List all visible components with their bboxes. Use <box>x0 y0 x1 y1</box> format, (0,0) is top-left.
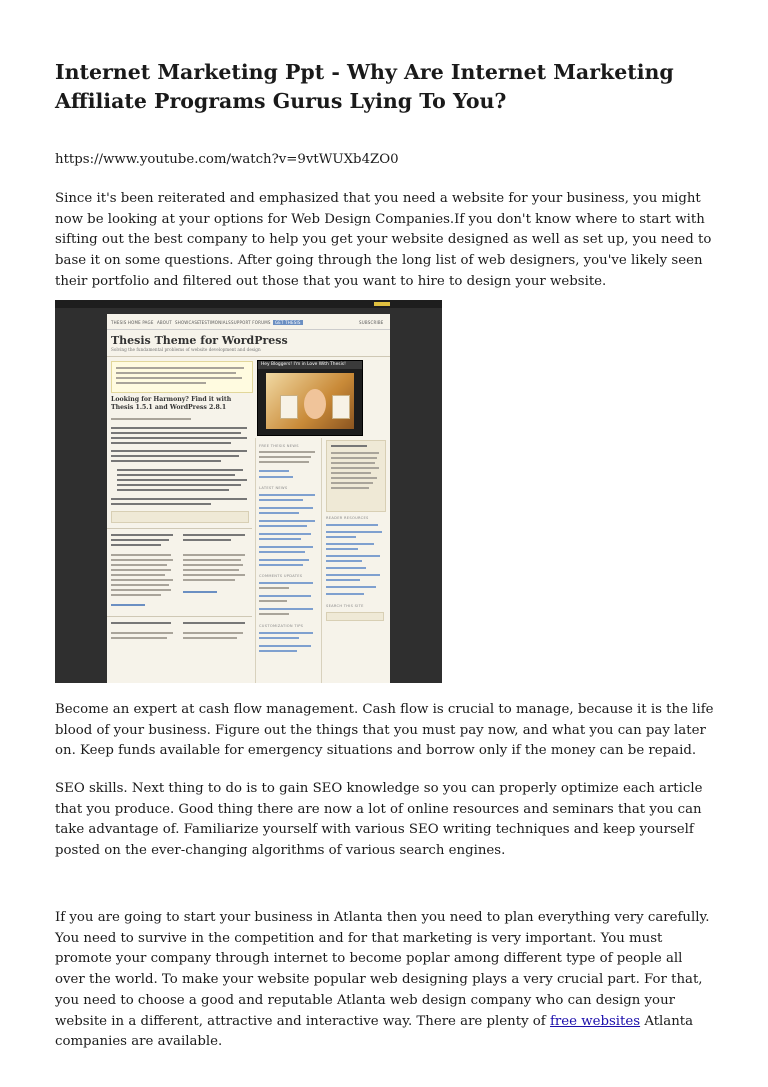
website-screenshot <box>55 300 442 683</box>
nav-item-get-thesis: GET THESIS <box>275 320 301 325</box>
screenshot-browser-bar <box>55 300 442 308</box>
users-guide-box <box>326 440 386 512</box>
nav-item-showcase: SHOWCASE <box>175 320 200 325</box>
nav-item-support: SUPPORT FORUMS <box>231 320 271 325</box>
video-player <box>257 360 363 436</box>
document-title: Internet Marketing Ppt - Why Are Internet Marketing Affiliate Programs Gurus Lying To You? <box>55 60 674 113</box>
intro-callout <box>111 361 253 393</box>
sidebar-heading-resources: READER RESOURCES <box>326 516 369 520</box>
video-thumbnail <box>266 373 354 429</box>
sidebar-heading-comments: COMMENTS UPDATES <box>259 574 303 578</box>
nav-item-home: THESIS HOME PAGE <box>111 320 154 325</box>
video-title: Hey Bloggers! I'm in Love With Thesis! <box>261 362 346 367</box>
free-websites-link[interactable]: free websites <box>549 1013 641 1029</box>
site-tagline: Solving the fundamental problems of website development and design <box>111 347 261 352</box>
paragraph-cash-flow: Become an expert at cash flow management. Cash flow is crucial to manage, because it is the life blood of your business. Figure out the things that you must pay now, and what you can pay later on. Keep funds available for emergency situations and borrow only if the money can be repaid. <box>55 702 714 759</box>
paragraph-atlanta-text: If you are going to start your business in Atlanta then you need to plan everything very carefully. You need to survive in the competition and for that marketing is very important. You must promote your company through internet to become poplar among different type of people all over the world. To make your website popular web designing plays a very crucial part. For that, you need to choose a good and reputable Atlanta web design company who can design your website in a different, attractive and interactive way. There are plenty of <box>55 910 710 1029</box>
sidebar-heading-tips: CUSTOMIZATION TIPS <box>259 624 304 628</box>
post-title: Looking for Harmony? Find it with Thesis 1.5.1 and WordPress 2.8.1 <box>111 396 232 411</box>
paragraph-intro: Since it's been reiterated and emphasized that you need a website for your business, you might now be looking at your options for Web Design Companies.If you don't know where to start with sifting out the best company to help you get your website designed as well as set up, you need to base it on some questions. After going through the long list of web designers, you've likely seen their portfolio and filtered out those that you want to hire to design your website. <box>55 191 712 289</box>
nav-item-about: ABOUT <box>157 320 172 325</box>
site-search-input <box>326 612 384 621</box>
site-nav <box>107 319 390 330</box>
paragraph-atlanta-tail: Atlanta companies are available. <box>55 1013 694 1050</box>
source-url: https://www.youtube.com/watch?v=9vtWUXb4ZO0 <box>55 152 399 167</box>
thesis-site-mockup <box>107 314 390 683</box>
sidebar-heading-latest: LATEST NEWS <box>259 486 288 490</box>
sidebar-heading-search: SEARCH THIS SITE <box>326 604 364 608</box>
subscribe-link: SUBSCRIBE <box>359 320 384 325</box>
paragraph-atlanta <box>55 908 715 1053</box>
nav-item-testimonials: TESTIMONIALS <box>199 320 231 325</box>
site-title: Thesis Theme for WordPress <box>111 334 288 347</box>
sidebar-heading-news: FREE THESIS NEWS <box>259 444 299 448</box>
paragraph-seo: SEO skills. Next thing to do is to gain SEO knowledge so you can properly optimize each article that you produce. Good thing there are now a lot of online resources and seminars that you can take advantage of. Familiarize yourself with various SEO writing techniques and keep yourself posted on the ever-changing algorithms of various search engines. <box>55 781 703 859</box>
